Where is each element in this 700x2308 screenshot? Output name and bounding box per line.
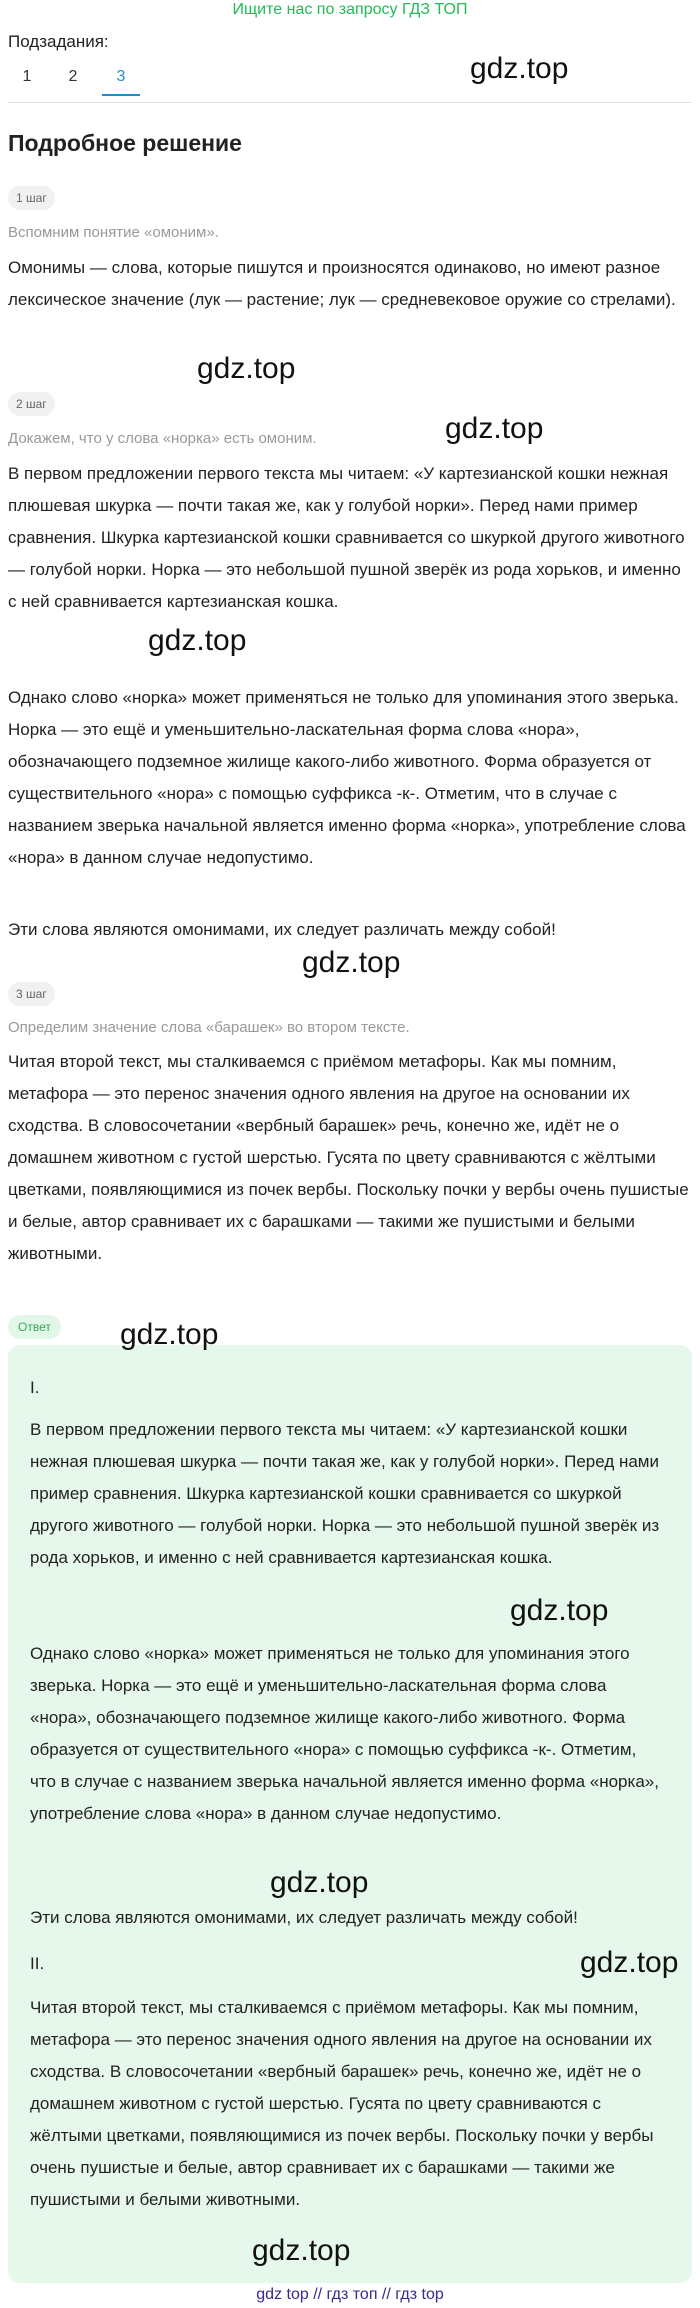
- watermark: gdz.top: [148, 624, 247, 657]
- step-3-paragraph: Читая второй текст, мы сталкиваемся с приёмом метафоры. Как мы помним, метафора — это перенос значения одного явления на другое на основании их сходства. В словосочетании «вербный барашек» речь, конечно же, идёт не о домашнем животном с густой шерстью. Гусята по цвету сравниваются с жёлтыми цветками, появляющимися из почек вербы. Поскольку почки у вербы очень пушистые и белые, автор сравнивает их с барашками — такими же пушистыми и белыми животными.: [8, 1052, 689, 1263]
- step-1-badge: 1 шаг: [8, 186, 55, 210]
- step-2-paragraph-3: Эти слова являются омонимами, их следует различать между собой!: [8, 920, 556, 939]
- step-2-hint: Докажем, что у слова «норка» есть омоним.: [8, 430, 317, 447]
- tab-subtask-3[interactable]: 3: [102, 64, 140, 96]
- answer-paragraph-1: В первом предложении первого текста мы читаем: «У картезианской кошки нежная плюшевая шкурка — почти такая же, как у голубой норки». Перед нами пример сравнения. Шкурка картезианской кошки сравнивается со шкуркой другого животного — голубой норки. Норка — это небольшой пушной зверёк из рода хорьков, и именно с ней сравнивается картезианская кошка.: [30, 1420, 660, 1567]
- tab-subtask-1[interactable]: 1: [22, 68, 32, 85]
- watermark: gdz.top: [445, 412, 544, 445]
- watermark: gdz.top: [510, 1594, 609, 1627]
- watermark: gdz.top: [470, 52, 569, 85]
- step-2-badge: 2 шаг: [8, 392, 55, 416]
- subtasks-label: Подзадания:: [8, 32, 109, 51]
- answer-paragraph-4: Читая второй текст, мы сталкиваемся с приёмом метафоры. Как мы помним, метафора — это перенос значения одного явления на другое на основании их сходства. В словосочетании «вербный барашек» речь, конечно же, идёт не о домашнем животном с густой шерстью. Гусята по цвету сравниваются с жёлтыми цветками, появляющимися из почек вербы. Поскольку почки у вербы очень пушистые и белые, автор сравнивает их с барашками — такими же пушистыми и белыми животными.: [30, 1998, 654, 2209]
- step-2-paragraph-2: Однако слово «норка» может применяться не только для упоминания этого зверька. Норка — это ещё и уменьшительно-ласкательная форма слова «нора», обозначающего подземное жилище какого-либо животного. Форма образуется от существительного «нора» с помощью суффикса -к-. Отметим, что в случае с названием зверька начальной является именно форма «норка», употребление слова «нора» в данном случае недопустимо.: [8, 688, 686, 867]
- watermark: gdz.top: [302, 946, 401, 979]
- tab-subtask-2[interactable]: 2: [68, 68, 78, 85]
- answer-paragraph-2: Однако слово «норка» может применяться не только для упоминания этого зверька. Норка — это ещё и уменьшительно-ласкательная форма слова «нора», обозначающего подземное жилище какого-либо животного. Форма образуется от существительного «нора» с помощью суффикса -к-. Отметим, что в случае с названием зверька начальной является именно форма «норка», употребление слова «нора» в данном случае недопустимо.: [30, 1644, 659, 1823]
- watermark: gdz.top: [197, 352, 296, 385]
- answer-paragraph-3: Эти слова являются омонимами, их следует различать между собой!: [30, 1908, 578, 1927]
- step-3-hint: Определим значение слова «барашек» во втором тексте.: [8, 1019, 410, 1036]
- step-3-badge: 3 шаг: [8, 982, 55, 1006]
- step-2-paragraph-1: В первом предложении первого текста мы читаем: «У картезианской кошки нежная плюшевая шкурка — почти такая же, как у голубой норки». Перед нами пример сравнения. Шкурка картезианской кошки сравнивается со шкуркой другого животного — голубой норки. Норка — это небольшой пушной зверёк из рода хорьков, и именно с ней сравнивается картезианская кошка.: [8, 464, 685, 611]
- watermark: gdz.top: [270, 1866, 369, 1899]
- answer-badge: Ответ: [8, 1315, 61, 1339]
- step-1-paragraph: Омонимы — слова, которые пишутся и произносятся одинаково, но имеют разное лексическое значение (лук — растение; лук — средневековое оружие со стрелами).: [8, 258, 676, 309]
- watermark: gdz.top: [252, 2234, 351, 2267]
- watermark: gdz.top: [580, 1946, 679, 1979]
- search-banner: Ищите нас по запросу ГДЗ ТОП: [232, 1, 468, 18]
- footer-links: gdz top // гдз топ // гдз top: [256, 2286, 444, 2303]
- solution-title: Подробное решение: [8, 130, 242, 156]
- divider: [8, 102, 692, 103]
- step-1-hint: Вспомним понятие «омоним».: [8, 224, 219, 241]
- answer-part-2-label: II.: [30, 1954, 45, 1973]
- watermark: gdz.top: [120, 1318, 219, 1351]
- answer-part-1-label: I.: [30, 1378, 40, 1397]
